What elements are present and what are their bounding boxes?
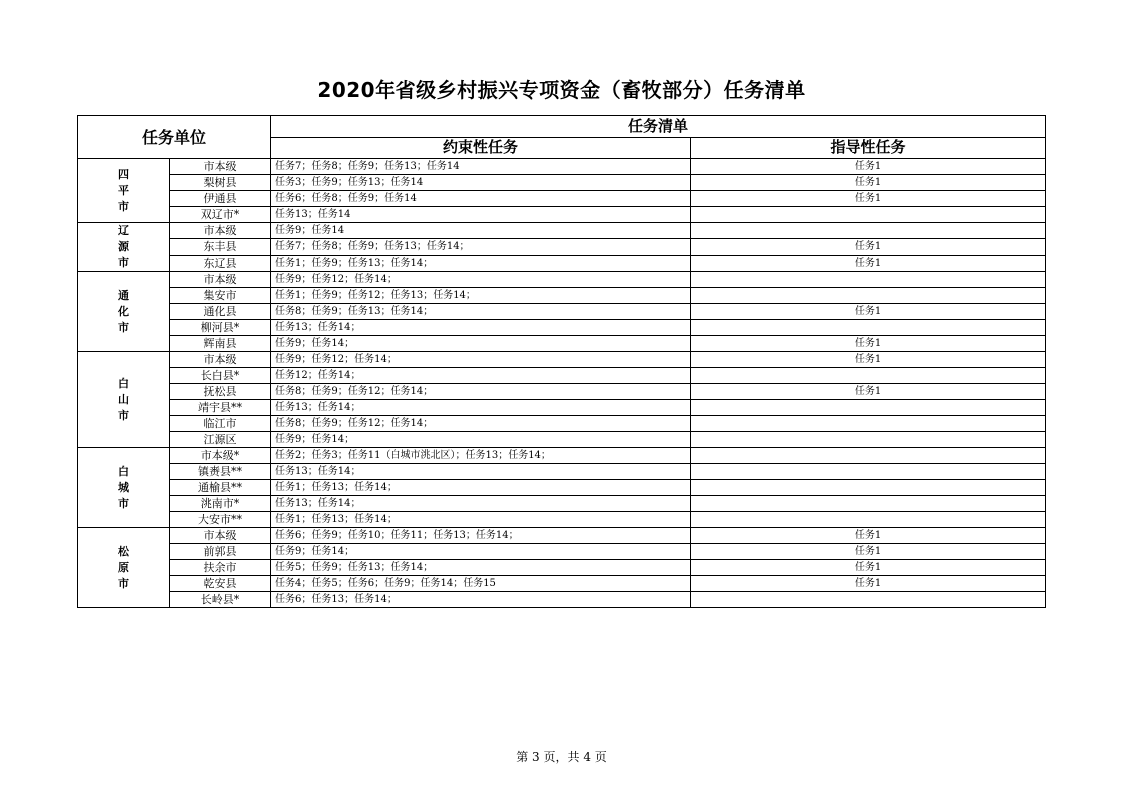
city-cell [78,159,170,223]
county-cell: 前郭县 [170,544,271,560]
county-cell: 大安市** [170,512,271,528]
table-row [78,464,1046,480]
county-cell: 市本级 [170,352,271,368]
binding-task-cell: 任务3；任务9；任务13；任务14 [271,175,691,191]
header-binding-tasks: 约束性任务 [271,137,691,159]
city-cell [78,448,170,528]
county-cell: 伊通县 [170,191,271,207]
guiding-task-cell [691,400,1046,416]
county-cell: 长白县* [170,368,271,384]
table-row [78,352,1046,368]
county-cell: 市本级* [170,448,271,464]
county-cell: 通化县 [170,304,271,320]
table-row [78,512,1046,528]
county-cell: 通榆县** [170,480,271,496]
table-row [78,159,1046,175]
city-cell [78,272,170,352]
binding-task-cell: 任务7；任务8；任务9；任务13；任务14； [271,239,691,255]
county-cell: 集安市 [170,288,271,304]
guiding-task-cell [691,368,1046,384]
guiding-task-cell: 任务1 [691,528,1046,544]
binding-task-cell: 任务2；任务3；任务11（白城市洮北区）；任务13；任务14； [271,448,691,464]
guiding-task-cell [691,496,1046,512]
city-name: 辽源市 [118,224,129,269]
binding-task-cell: 任务12；任务14； [271,368,691,384]
county-cell: 市本级 [170,272,271,288]
guiding-task-cell [691,288,1046,304]
county-cell: 东丰县 [170,239,271,255]
binding-task-cell: 任务9；任务14； [271,336,691,352]
header-guiding-tasks: 指导性任务 [691,137,1046,159]
table-row [78,207,1046,223]
binding-task-cell: 任务4；任务5；任务6；任务9；任务14；任务15 [271,576,691,592]
binding-task-cell: 任务8；任务9；任务13；任务14； [271,304,691,320]
guiding-task-cell: 任务1 [691,304,1046,320]
city-name: 白城市 [118,464,129,510]
county-cell: 市本级 [170,528,271,544]
guiding-task-cell: 任务1 [691,191,1046,207]
city-name: 松原市 [118,544,129,590]
binding-task-cell: 任务1；任务13；任务14； [271,480,691,496]
table-row [78,576,1046,592]
county-cell: 临江市 [170,416,271,432]
table-row [78,320,1046,336]
binding-task-cell: 任务5；任务9；任务13；任务14； [271,560,691,576]
guiding-task-cell [691,592,1046,608]
guiding-task-cell [691,207,1046,223]
table-row [78,384,1046,400]
guiding-task-cell: 任务1 [691,239,1046,255]
binding-task-cell: 任务9；任务12；任务14； [271,272,691,288]
county-cell: 靖宇县** [170,400,271,416]
guiding-task-cell: 任务1 [691,336,1046,352]
table-row [78,304,1046,320]
table-row [78,400,1046,416]
binding-task-cell: 任务1；任务13；任务14； [271,512,691,528]
county-cell: 长岭县* [170,592,271,608]
table-row [78,528,1046,544]
binding-task-cell: 任务13；任务14； [271,464,691,480]
binding-task-cell: 任务13；任务14； [271,496,691,512]
table-row [78,368,1046,384]
guiding-task-cell [691,416,1046,432]
city-name: 白山市 [118,376,129,422]
binding-task-cell: 任务8；任务9；任务12；任务14； [271,384,691,400]
guiding-task-cell: 任务1 [691,175,1046,191]
guiding-task-cell: 任务1 [691,255,1046,271]
county-cell: 江源区 [170,432,271,448]
guiding-task-cell [691,448,1046,464]
guiding-task-cell [691,272,1046,288]
table-row [78,288,1046,304]
binding-task-cell: 任务13；任务14 [271,207,691,223]
county-cell: 柳河县* [170,320,271,336]
table-row [78,416,1046,432]
guiding-task-cell: 任务1 [691,384,1046,400]
page-footer: 第 3 页，共 4 页 [516,750,607,764]
county-cell: 抚松县 [170,384,271,400]
table-row [78,480,1046,496]
binding-task-cell: 任务6；任务13；任务14； [271,592,691,608]
county-cell: 双辽市* [170,207,271,223]
guiding-task-cell [691,223,1046,239]
binding-task-cell: 任务9；任务12；任务14； [271,352,691,368]
county-cell: 梨树县 [170,175,271,191]
table-row [78,272,1046,288]
table-row [78,175,1046,191]
guiding-task-cell: 任务1 [691,159,1046,175]
binding-task-cell: 任务13；任务14； [271,400,691,416]
binding-task-cell: 任务8；任务9；任务12；任务14； [271,416,691,432]
binding-task-cell: 任务1；任务9；任务12；任务13；任务14； [271,288,691,304]
county-cell: 辉南县 [170,336,271,352]
guiding-task-cell [691,512,1046,528]
table-body [78,159,1046,608]
table-row [78,544,1046,560]
page-title: 2020年省级乡村振兴专项资金（畜牧部分）任务清单 [317,78,806,102]
county-cell: 市本级 [170,223,271,239]
guiding-task-cell [691,480,1046,496]
guiding-task-cell [691,320,1046,336]
binding-task-cell: 任务6；任务8；任务9；任务14 [271,191,691,207]
table-row [78,191,1046,207]
county-cell: 扶余市 [170,560,271,576]
table-row [78,223,1046,239]
table-row [78,432,1046,448]
county-cell: 东辽县 [170,255,271,271]
binding-task-cell: 任务9；任务14； [271,432,691,448]
city-name: 四平市 [118,167,129,213]
task-table [77,115,1046,608]
binding-task-cell: 任务1；任务9；任务13；任务14； [271,255,691,271]
header-task-unit: 任务单位 [78,116,271,159]
binding-task-cell: 任务6；任务9；任务10；任务11；任务13；任务14； [271,528,691,544]
table-row [78,560,1046,576]
table-row [78,592,1046,608]
guiding-task-cell [691,464,1046,480]
county-cell: 镇赉县** [170,464,271,480]
guiding-task-cell: 任务1 [691,352,1046,368]
table-row [78,239,1046,255]
table-row [78,448,1046,464]
city-cell [78,352,170,448]
guiding-task-cell: 任务1 [691,576,1046,592]
city-name: 通化市 [118,288,129,334]
binding-task-cell: 任务13；任务14； [271,320,691,336]
city-cell [78,223,170,272]
guiding-task-cell [691,432,1046,448]
binding-task-cell: 任务9；任务14 [271,223,691,239]
table-row [78,336,1046,352]
city-cell [78,528,170,608]
guiding-task-cell: 任务1 [691,560,1046,576]
county-cell: 乾安县 [170,576,271,592]
binding-task-cell: 任务9；任务14； [271,544,691,560]
county-cell: 洮南市* [170,496,271,512]
county-cell: 市本级 [170,159,271,175]
header-task-list: 任务清单 [271,116,1046,138]
table-row [78,496,1046,512]
table-row [78,255,1046,271]
binding-task-cell: 任务7；任务8；任务9；任务13；任务14 [271,159,691,175]
guiding-task-cell: 任务1 [691,544,1046,560]
